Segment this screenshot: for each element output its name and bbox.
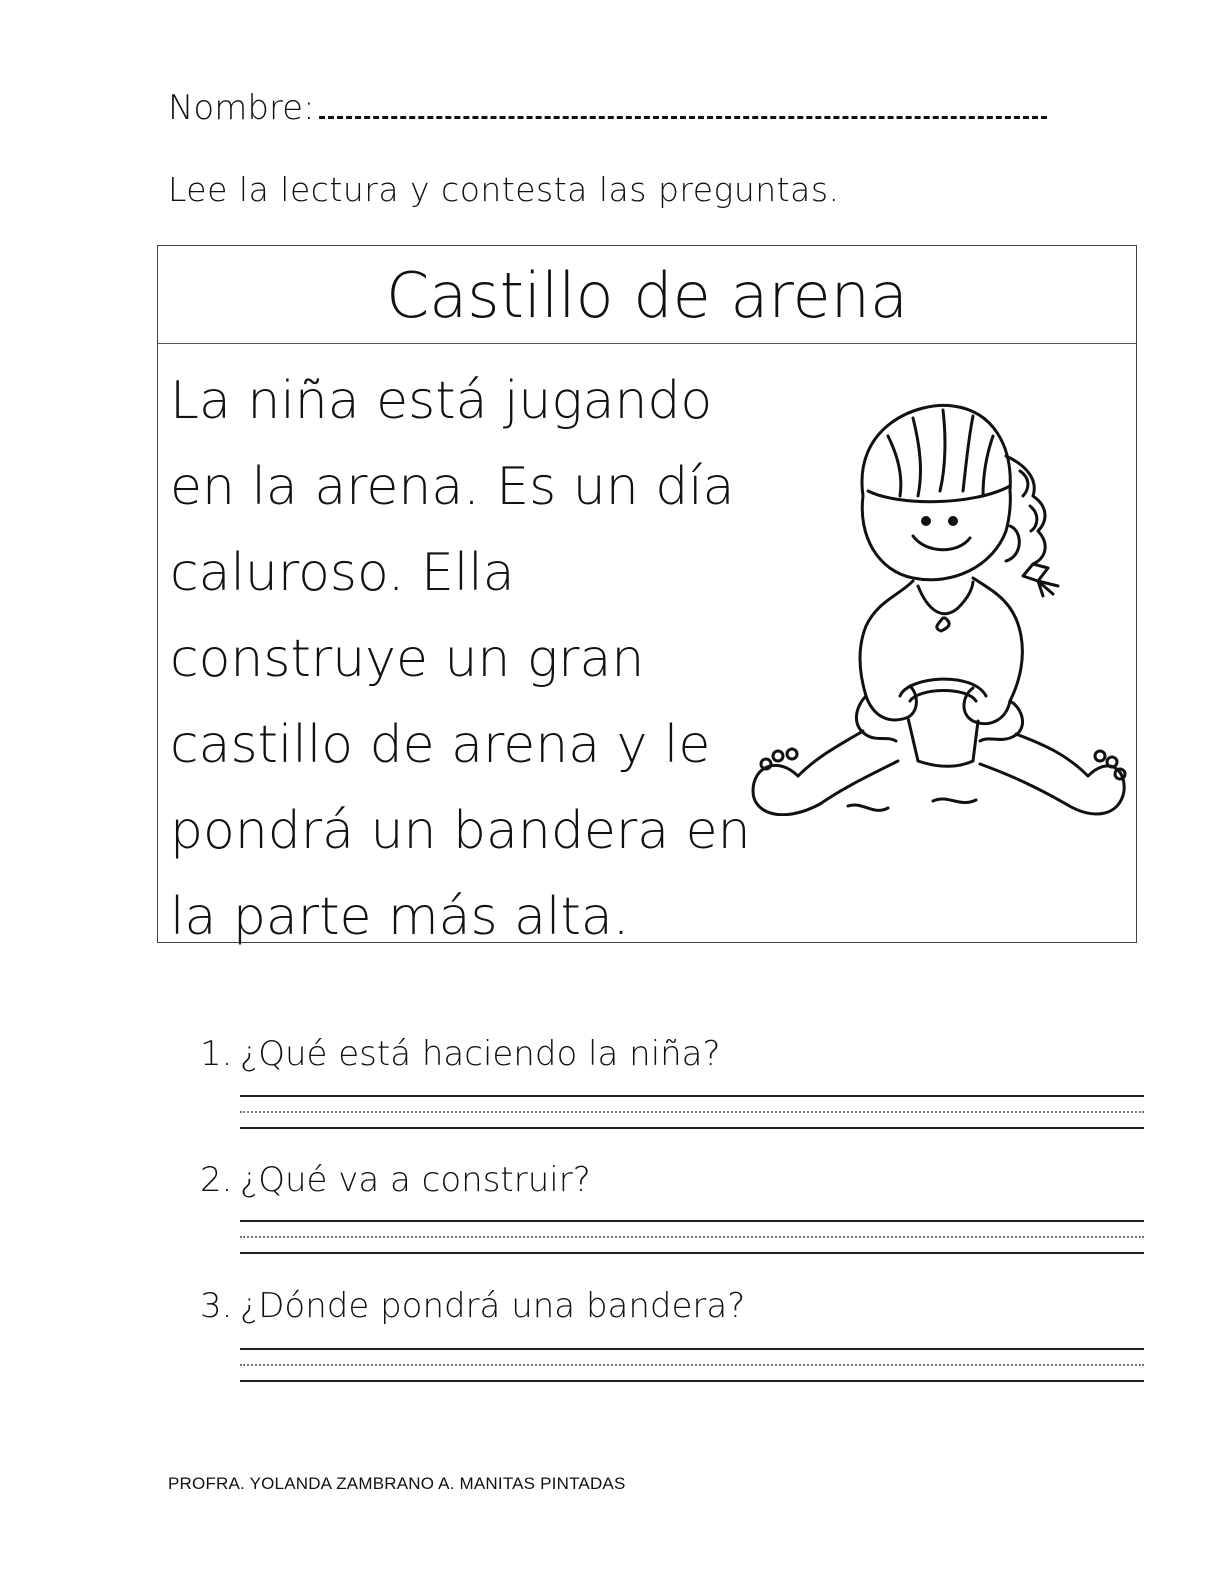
instructions-text: Lee la lectura y contesta las preguntas. xyxy=(168,170,840,209)
story-line: La niña está jugando xyxy=(170,371,713,431)
question-text: ¿Qué está haciendo la niña? xyxy=(240,1034,721,1074)
story-line: caluroso. Ella xyxy=(170,543,515,603)
answer-area-2[interactable] xyxy=(240,1220,1144,1254)
question-text: ¿Qué va a construir? xyxy=(240,1160,591,1200)
story-box xyxy=(157,245,1137,947)
story-line: construye un gran xyxy=(170,629,645,689)
story-text xyxy=(170,358,790,960)
question-text: ¿Dónde pondrá una bandera? xyxy=(240,1286,746,1326)
story-line: castillo de arena y le xyxy=(170,715,711,775)
question-2 xyxy=(200,1160,591,1200)
question-number: 1. xyxy=(200,1034,233,1074)
name-blank-line[interactable] xyxy=(319,88,1047,119)
story-title: Castillo de arena xyxy=(158,246,1136,344)
story-line: pondrá un bandera en xyxy=(170,801,751,861)
footer-credit: PROFRA. YOLANDA ZAMBRANO A. MANITAS PINTADAS xyxy=(168,1474,626,1493)
girl-playing-sand-illustration xyxy=(748,396,1128,816)
answer-area-3[interactable] xyxy=(240,1348,1144,1382)
name-field[interactable] xyxy=(168,88,1048,138)
question-number: 2. xyxy=(200,1160,233,1200)
answer-area-1[interactable] xyxy=(240,1095,1144,1129)
name-label: Nombre: xyxy=(168,88,315,128)
story-line: la parte más alta. xyxy=(170,887,630,947)
story-line: en la arena. Es un día xyxy=(170,457,735,517)
question-3 xyxy=(200,1286,745,1326)
question-1 xyxy=(200,1034,721,1074)
question-number: 3. xyxy=(200,1286,233,1326)
